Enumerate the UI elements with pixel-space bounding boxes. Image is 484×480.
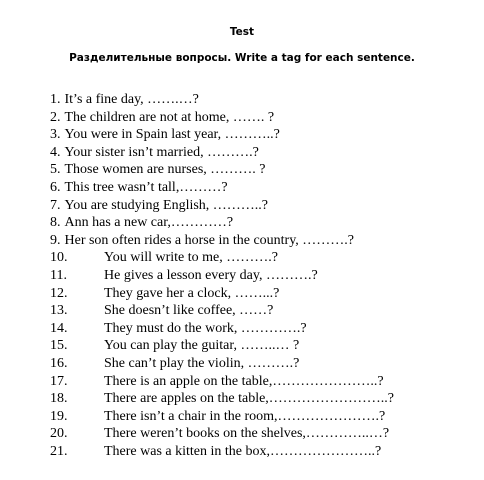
list-item xyxy=(50,337,394,355)
list-item xyxy=(50,267,394,285)
item-number: 7. xyxy=(50,197,61,213)
item-number: 18. xyxy=(50,391,68,407)
sentence-text: There isn’t a chair in the room,………………….? xyxy=(104,408,386,424)
sentence-text: You will write to me, ……….? xyxy=(104,250,278,266)
sentence-text: You can play the guitar, ……..… ? xyxy=(104,338,300,354)
sentence-text: Her son often rides a horse in the country, ……….? xyxy=(64,232,355,248)
item-number: 10. xyxy=(50,250,68,266)
item-number: 20. xyxy=(50,426,68,442)
item-number: 14. xyxy=(50,320,68,336)
instruction-text: Разделительные вопросы. Write a tag for each sentence. xyxy=(69,52,415,64)
list-item xyxy=(50,109,394,127)
list-item xyxy=(50,285,394,303)
item-number: 19. xyxy=(50,408,68,424)
item-number: 4. xyxy=(50,144,61,160)
list-item xyxy=(50,197,394,215)
sentence-text: The children are not at home, ……. ? xyxy=(64,109,275,125)
sentence-text: There are apples on the table,……………………..? xyxy=(104,391,395,407)
sentence-text: They gave her a clock, ……...? xyxy=(104,285,280,301)
list-item xyxy=(50,390,394,408)
sentence-text: Ann has a new car,…………? xyxy=(64,215,234,231)
list-item xyxy=(50,214,394,232)
sentence-text: She can’t play the violin, ……….? xyxy=(104,355,300,371)
item-number: 2. xyxy=(50,109,61,125)
list-item xyxy=(50,355,394,373)
sentence-text: Your sister isn’t married, ……….? xyxy=(64,144,259,160)
sentence-text: You were in Spain last year, ………..? xyxy=(64,127,280,143)
list-item xyxy=(50,320,394,338)
list-item xyxy=(50,408,394,426)
item-number: 5. xyxy=(50,162,61,178)
sentence-list xyxy=(50,91,394,460)
sentence-text: There was a kitten in the box,…………………..? xyxy=(104,443,382,459)
item-number: 6. xyxy=(50,179,61,195)
item-number: 15. xyxy=(50,338,68,354)
sentence-text: Those women are nurses, ………. ? xyxy=(64,162,266,178)
list-item xyxy=(50,126,394,144)
sentence-text: He gives a lesson every day, ……….? xyxy=(104,267,318,283)
sentence-text: There is an apple on the table,…………………..? xyxy=(104,373,384,389)
item-number: 9. xyxy=(50,232,61,248)
item-number: 17. xyxy=(50,373,68,389)
item-number: 13. xyxy=(50,303,68,319)
item-number: 21. xyxy=(50,443,68,459)
sentence-text: You are studying English, ………..? xyxy=(64,197,269,213)
item-number: 11. xyxy=(50,267,67,283)
list-item xyxy=(50,179,394,197)
list-item xyxy=(50,425,394,443)
sentence-text: This tree wasn’t tall,………? xyxy=(64,179,228,195)
list-item xyxy=(50,91,394,109)
sentence-text: There weren’t books on the shelves,…………..…? xyxy=(104,426,390,442)
list-item xyxy=(50,161,394,179)
item-number: 16. xyxy=(50,355,68,371)
page-title: Test xyxy=(229,26,255,38)
sentence-text: It’s a fine day, …….…? xyxy=(64,92,199,107)
list-item xyxy=(50,144,394,162)
item-number: 8. xyxy=(50,215,61,231)
list-item xyxy=(50,249,394,267)
item-number: 12. xyxy=(50,285,68,301)
list-item xyxy=(50,373,394,391)
sentence-text: They must do the work, ………….? xyxy=(104,320,307,336)
list-item xyxy=(50,443,394,461)
list-item xyxy=(50,302,394,320)
item-number: 3. xyxy=(50,127,61,143)
sentence-text: She doesn’t like coffee, ……? xyxy=(104,303,274,319)
item-number: 1. xyxy=(50,92,61,107)
list-item xyxy=(50,232,394,250)
